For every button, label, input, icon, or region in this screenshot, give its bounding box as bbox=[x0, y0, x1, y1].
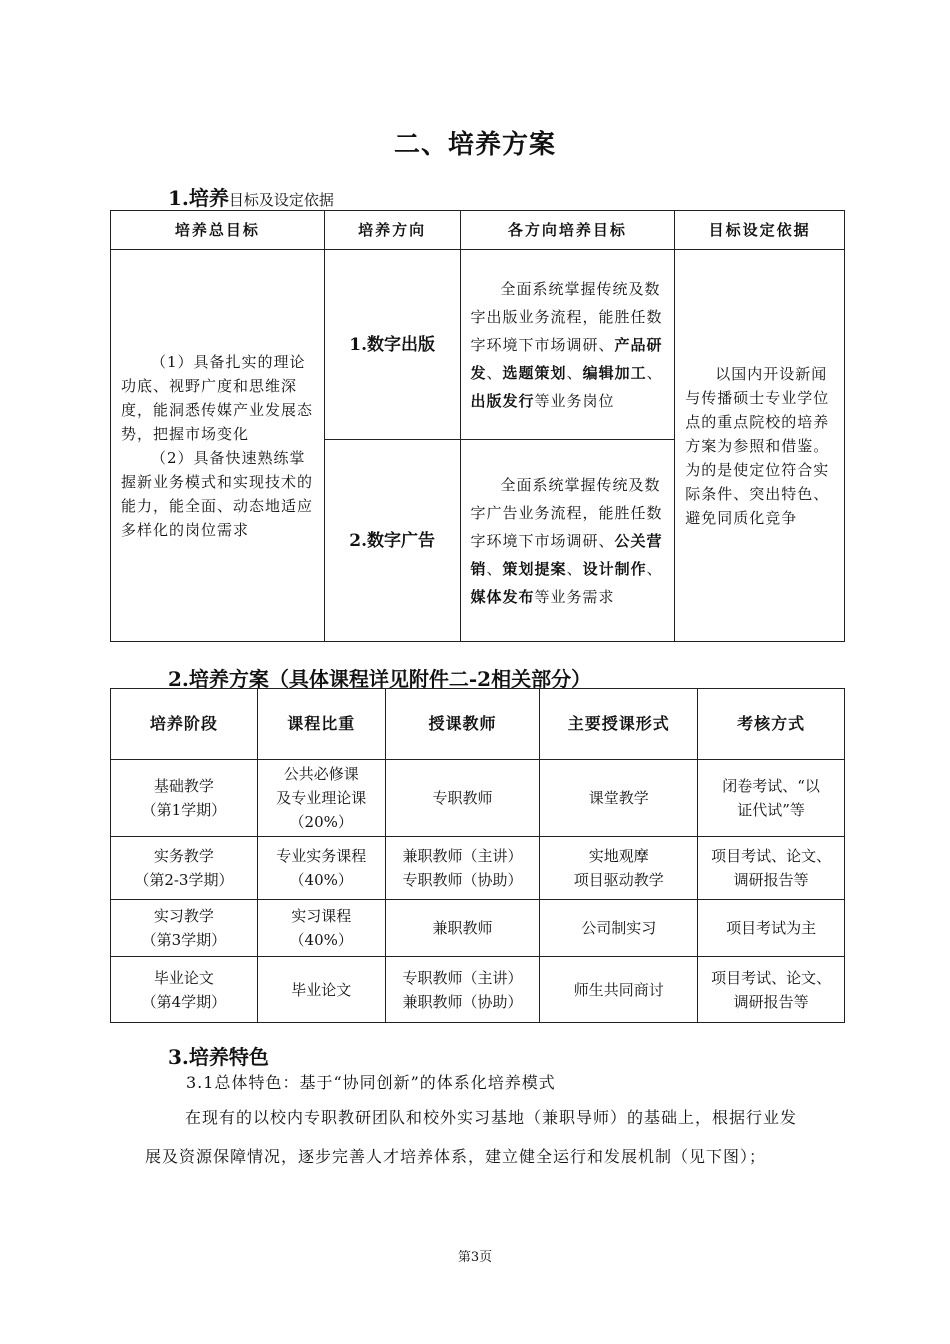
form-cell: 实地观摩 项目驱动教学 bbox=[540, 837, 698, 900]
section-1-label-rest: 目标及设定依据 bbox=[228, 191, 334, 209]
section-3-1-heading: 3.1总体特色：基于“协同创新”的体系化培养模式 bbox=[186, 1073, 556, 1092]
table-row bbox=[111, 837, 845, 900]
teacher-cell: 兼职教师 bbox=[385, 900, 540, 957]
stage-cell: 实习教学 （第3学期） bbox=[111, 900, 258, 957]
exam-cell: 项目考试、论文、 调研报告等 bbox=[698, 957, 845, 1023]
exam-cell: 闭卷考试、“以 证代试”等 bbox=[698, 760, 845, 837]
direction-1-target: 全面系统掌握传统及数字出版业务流程，能胜任数字环境下市场调研、产品研发、选题策划、编辑加工、出版发行等业务岗位 bbox=[470, 279, 663, 410]
direction-2-target: 全面系统掌握传统及数字广告业务流程，能胜任数字环境下市场调研、公关营销、策划提案、设计制作、媒体发布等业务需求 bbox=[470, 475, 663, 606]
section-3-paragraph: 在现有的以校内专职教研团队和校外实习基地（兼职导师）的基础上，根据行业发展及资源保障情况，逐步完善人才培养体系，建立健全运行和发展机制（见下图）； bbox=[145, 1108, 798, 1166]
table-header-cell: 各方向培养目标 bbox=[460, 211, 675, 250]
exam-cell: 项目考试、论文、 调研报告等 bbox=[698, 837, 845, 900]
goal-basis-text: 以国内开设新闻与传播硕士专业学位点的重点院校的培养方案为参照和借鉴。为的是使定位符合实际条件、突出特色、避免同质化竞争 bbox=[685, 364, 830, 527]
table-header-cell: 目标设定依据 bbox=[675, 211, 845, 250]
direction-1-target-cell bbox=[460, 250, 675, 440]
direction-digital-advertising: 2.数字广告 bbox=[324, 440, 460, 642]
section-1-label: 1.培养 bbox=[168, 186, 229, 210]
teacher-cell: 兼职教师（主讲） 专职教师（协助） bbox=[385, 837, 540, 900]
table-header-row bbox=[111, 211, 845, 250]
table-header-cell: 培养阶段 bbox=[111, 689, 258, 760]
course-cell: 公共必修课 及专业理论课 （20%） bbox=[257, 760, 385, 837]
stage-cell: 基础教学 （第1学期） bbox=[111, 760, 258, 837]
exam-cell: 项目考试为主 bbox=[698, 900, 845, 957]
teacher-cell: 专职教师 bbox=[385, 760, 540, 837]
overall-goal-cell bbox=[111, 250, 325, 642]
table-header-cell: 培养方向 bbox=[324, 211, 460, 250]
table-header-cell: 培养总目标 bbox=[111, 211, 325, 250]
page-title: 二、培养方案 bbox=[393, 130, 556, 160]
course-cell: 专业实务课程 （40%） bbox=[257, 837, 385, 900]
course-cell: 实习课程 （40%） bbox=[257, 900, 385, 957]
table-header-cell: 主要授课形式 bbox=[540, 689, 698, 760]
overall-goal-1: （1）具备扎实的理论功底、视野广度和思维深度，能洞悉传媒产业发展态势，把握市场变化 bbox=[121, 352, 314, 443]
table-row bbox=[111, 957, 845, 1023]
table-row bbox=[111, 760, 845, 837]
table-row bbox=[111, 900, 845, 957]
teacher-cell: 专职教师（主讲） 兼职教师（协助） bbox=[385, 957, 540, 1023]
direction-2-target-cell bbox=[460, 440, 675, 642]
form-cell: 公司制实习 bbox=[540, 900, 698, 957]
table-header-row bbox=[111, 689, 845, 760]
plan-table bbox=[110, 688, 845, 1023]
stage-cell: 实务教学 （第2-3学期） bbox=[111, 837, 258, 900]
direction-digital-publishing: 1.数字出版 bbox=[324, 250, 460, 440]
form-cell: 师生共同商讨 bbox=[540, 957, 698, 1023]
table-header-cell: 授课教师 bbox=[385, 689, 540, 760]
stage-cell: 毕业论文 （第4学期） bbox=[111, 957, 258, 1023]
form-cell: 课堂教学 bbox=[540, 760, 698, 837]
section-3-heading: 3.培养特色 bbox=[168, 1045, 269, 1069]
overall-goal-2: （2）具备快速熟练掌握新业务模式和实现技术的能力，能全面、动态地适应多样化的岗位需求 bbox=[121, 448, 314, 539]
section-2-heading: 2.培养方案（具体课程详见附件二-2相关部分） bbox=[168, 667, 592, 691]
table-header-cell: 考核方式 bbox=[698, 689, 845, 760]
table-row bbox=[111, 250, 845, 440]
table-header-cell: 课程比重 bbox=[257, 689, 385, 760]
page-number: 第3页 bbox=[457, 1250, 493, 1265]
goals-table bbox=[110, 210, 845, 642]
section-1-heading bbox=[168, 182, 334, 211]
basis-cell bbox=[675, 250, 845, 642]
course-cell: 毕业论文 bbox=[257, 957, 385, 1023]
